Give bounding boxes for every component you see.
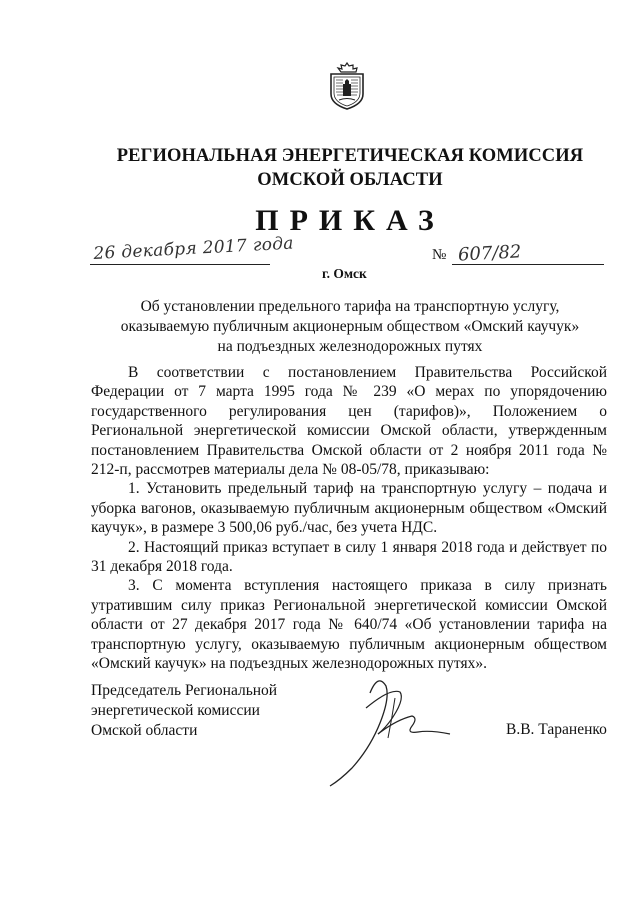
body-paragraph-item-1: 1. Установить предельный тариф на транспортную услугу – подача и уборка вагонов, оказываемую публичным акционерным обществом «Омский каучук», в размере 3 500,06 руб./час, без учета НДС. <box>91 480 607 537</box>
organization-name-line2: ОМСКОЙ ОБЛАСТИ <box>257 170 443 190</box>
document-subject <box>90 297 610 357</box>
signatory-name: В.В. Тараненко <box>506 721 607 738</box>
signatory-title-line: Омской области <box>91 722 198 739</box>
handwritten-number: 607/82 <box>457 241 522 266</box>
handwritten-date: 26 декабря 2017 года <box>92 233 295 264</box>
body-paragraph-preamble: В соответствии с постановлением Правительства Российской Федерации от 7 марта 1995 года № 239 «О мерах по упорядочению государственного регулирования цен (тарифов)», Положением о Региональной энергетической комиссии Омской области, утвержденным постановлением Правительства Омской области от 2 ноября 2011 года № 212-п, рассмотрев материалы дела № 08-05/78, приказываю: <box>91 364 607 479</box>
signatory-title-line: Председатель Региональной <box>91 682 278 699</box>
document-body <box>91 363 607 674</box>
subject-line: Об установлении предельного тарифа на транспортную услугу, <box>140 298 560 315</box>
coat-of-arms-icon <box>327 62 367 110</box>
body-paragraph-item-3: 3. С момента вступления настоящего приказа в силу признать утратившим силу приказ Региональной энергетической комиссии Омской области от 27 декабря 2017 года № 640/74 «Об установлении тарифа на транспортную услугу, оказываемую публичным акционерным обществом «Омский каучук» на подъездных железнодорожных путях». <box>91 577 607 673</box>
date-underline <box>90 264 270 265</box>
subject-line: оказываемую публичным акционерным обществом «Омский каучук» <box>120 318 580 335</box>
city-label: г. Омск <box>322 266 367 281</box>
subject-line: на подъездных железнодорожных путях <box>217 338 483 355</box>
signatory-title-line: энергетической комиссии <box>91 702 260 719</box>
organization-name-line1: РЕГИОНАЛЬНАЯ ЭНЕРГЕТИЧЕСКАЯ КОМИССИЯ <box>116 146 584 166</box>
document-type-title: ПРИКАЗ <box>255 204 445 237</box>
body-paragraph-item-2: 2. Настоящий приказ вступает в силу 1 января 2018 года и действует по 31 декабря 2018 года. <box>91 538 607 576</box>
document-number-label: № <box>432 247 447 263</box>
handwritten-signature <box>300 668 500 788</box>
signatory-title <box>91 681 277 741</box>
